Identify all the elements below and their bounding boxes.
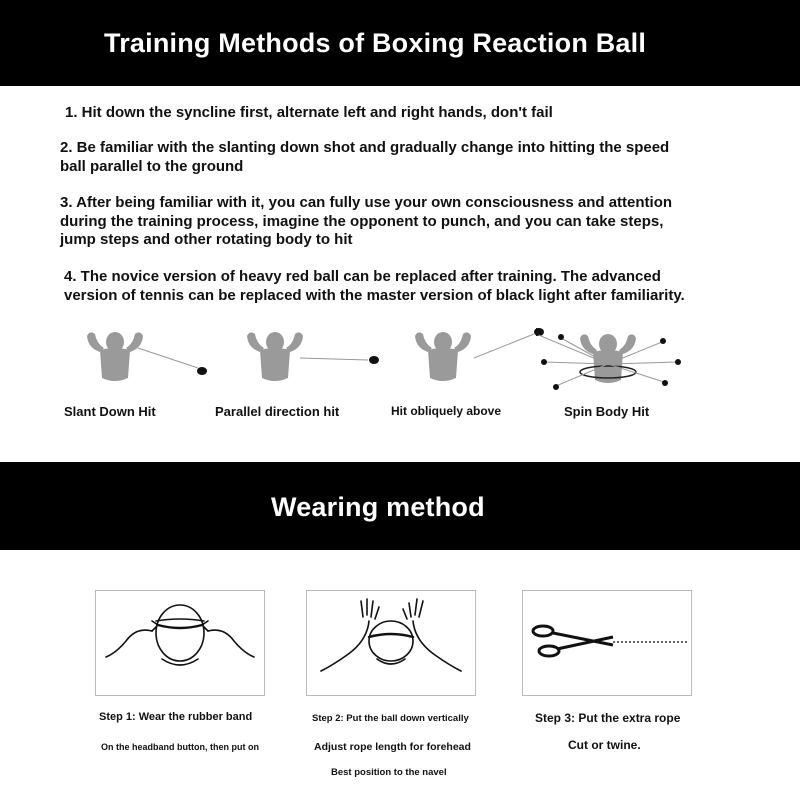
step-3-line-1: Step 3: Put the extra rope	[535, 711, 681, 725]
step-2-illustration	[306, 590, 476, 696]
spin-body-hit-label: Spin Body Hit	[564, 404, 650, 419]
method-3: 3. After being familiar with it, you can fully use your own consciousness and attention during the training process, imagine the opponent to punch, and you can take steps, jump steps and other rotating body to hit	[60, 194, 673, 248]
spin-ball	[536, 328, 540, 336]
slant-down-hit-figure	[78, 328, 218, 398]
parallel-hit-figure	[238, 328, 388, 398]
spin-ball	[541, 359, 547, 365]
header-banner	[0, 0, 800, 86]
parallel-ball	[369, 356, 379, 364]
page-title: Training Methods of Boxing Reaction Ball	[104, 28, 647, 58]
step-2-line-2: Adjust rope length for forehead	[314, 741, 471, 753]
spin-body-hit-figure	[536, 324, 686, 404]
wearing-banner	[0, 462, 800, 550]
method-2: 2. Be familiar with the slanting down shot and gradually change into hitting the speed ball parallel to the ground	[60, 139, 670, 175]
wearing-title: Wearing method	[271, 492, 485, 522]
step-1-line-2: On the headband button, then put on	[101, 742, 259, 752]
step-3-illustration	[522, 590, 692, 696]
step-3-line-2: Cut or twine.	[568, 738, 641, 752]
method-1: 1. Hit down the syncline first, alternate left and right hands, don't fail	[65, 104, 553, 121]
slant-down-ball	[197, 367, 207, 375]
method-4: 4. The novice version of heavy red ball can be replaced after training. The advanced version of tennis can be replaced with the master version of black light after familiarity.	[64, 268, 685, 304]
spin-ball	[660, 338, 666, 344]
slant-down-hit-label: Slant Down Hit	[64, 404, 156, 419]
slant-down-rope	[138, 348, 198, 368]
step-1-illustration	[95, 590, 265, 696]
oblique-above-hit-label: Hit obliquely above	[391, 404, 502, 418]
parallel-hit-label: Parallel direction hit	[215, 404, 340, 419]
spin-ball	[558, 334, 564, 340]
scissors-icon	[533, 626, 613, 656]
step-2-line-3: Best position to the navel	[331, 767, 447, 778]
parallel-rope	[300, 358, 368, 360]
oblique-rope	[474, 334, 534, 358]
spin-ball	[675, 359, 681, 365]
step-2-line-1: Step 2: Put the ball down vertically	[312, 713, 469, 724]
spin-ball	[662, 380, 668, 386]
spin-ball	[553, 384, 559, 390]
oblique-above-hit-figure	[406, 322, 556, 398]
step-1-line-1: Step 1: Wear the rubber band	[99, 711, 253, 723]
